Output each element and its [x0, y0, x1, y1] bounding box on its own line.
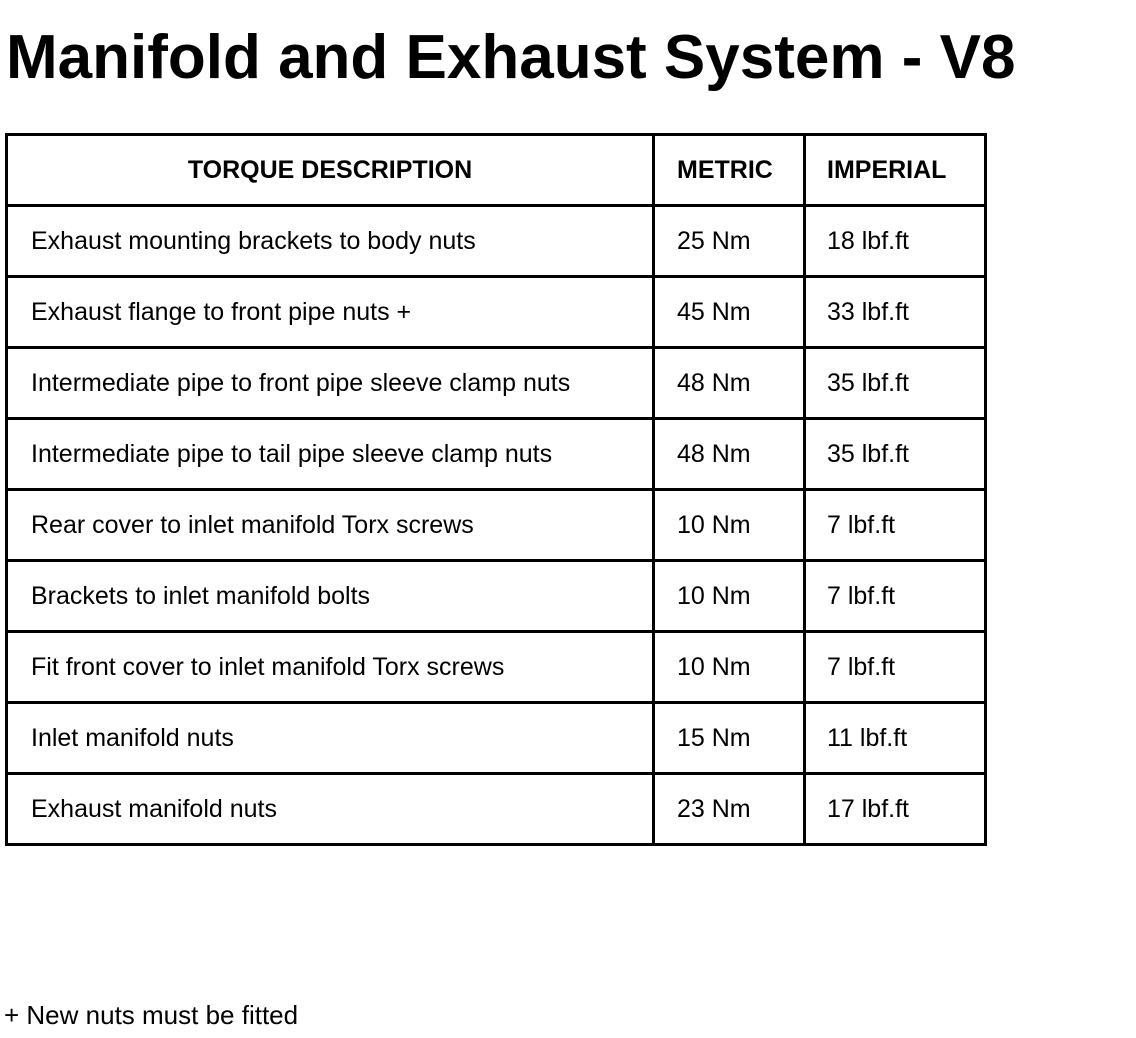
torque-description-cell: Brackets to inlet manifold bolts — [7, 561, 654, 632]
imperial-value-cell: 11 lbf.ft — [805, 703, 986, 774]
metric-value-cell: 10 Nm — [654, 632, 805, 703]
table-row — [7, 206, 986, 277]
table-row — [7, 774, 986, 845]
imperial-value-cell: 7 lbf.ft — [805, 490, 986, 561]
imperial-value-cell: 35 lbf.ft — [805, 348, 986, 419]
table-row — [7, 348, 986, 419]
imperial-value-cell: 7 lbf.ft — [805, 561, 986, 632]
header-imperial: IMPERIAL — [805, 135, 986, 206]
metric-value-cell: 25 Nm — [654, 206, 805, 277]
torque-description-cell: Exhaust manifold nuts — [7, 774, 654, 845]
imperial-value-cell: 35 lbf.ft — [805, 419, 986, 490]
torque-table — [5, 133, 987, 846]
imperial-value-cell: 33 lbf.ft — [805, 277, 986, 348]
torque-description-cell: Inlet manifold nuts — [7, 703, 654, 774]
header-torque-description: TORQUE DESCRIPTION — [7, 135, 654, 206]
imperial-value-cell: 7 lbf.ft — [805, 632, 986, 703]
metric-value-cell: 45 Nm — [654, 277, 805, 348]
imperial-value-cell: 18 lbf.ft — [805, 206, 986, 277]
torque-description-cell: Exhaust flange to front pipe nuts + — [7, 277, 654, 348]
torque-description-cell: Intermediate pipe to tail pipe sleeve clamp nuts — [7, 419, 654, 490]
metric-value-cell: 23 Nm — [654, 774, 805, 845]
table-row — [7, 561, 986, 632]
table-row — [7, 703, 986, 774]
table-row — [7, 277, 986, 348]
footnote: + New nuts must be fitted — [4, 1000, 299, 1030]
metric-value-cell: 48 Nm — [654, 348, 805, 419]
torque-description-cell: Rear cover to inlet manifold Torx screws — [7, 490, 654, 561]
metric-value-cell: 15 Nm — [654, 703, 805, 774]
table-header-row — [7, 135, 986, 206]
table-row — [7, 490, 986, 561]
metric-value-cell: 10 Nm — [654, 490, 805, 561]
torque-description-cell: Fit front cover to inlet manifold Torx screws — [7, 632, 654, 703]
table-row — [7, 419, 986, 490]
table-row — [7, 632, 986, 703]
imperial-value-cell: 17 lbf.ft — [805, 774, 986, 845]
page-title: Manifold and Exhaust System - V8 — [6, 23, 1016, 92]
metric-value-cell: 48 Nm — [654, 419, 805, 490]
header-metric: METRIC — [654, 135, 805, 206]
torque-description-cell: Exhaust mounting brackets to body nuts — [7, 206, 654, 277]
torque-description-cell: Intermediate pipe to front pipe sleeve clamp nuts — [7, 348, 654, 419]
metric-value-cell: 10 Nm — [654, 561, 805, 632]
